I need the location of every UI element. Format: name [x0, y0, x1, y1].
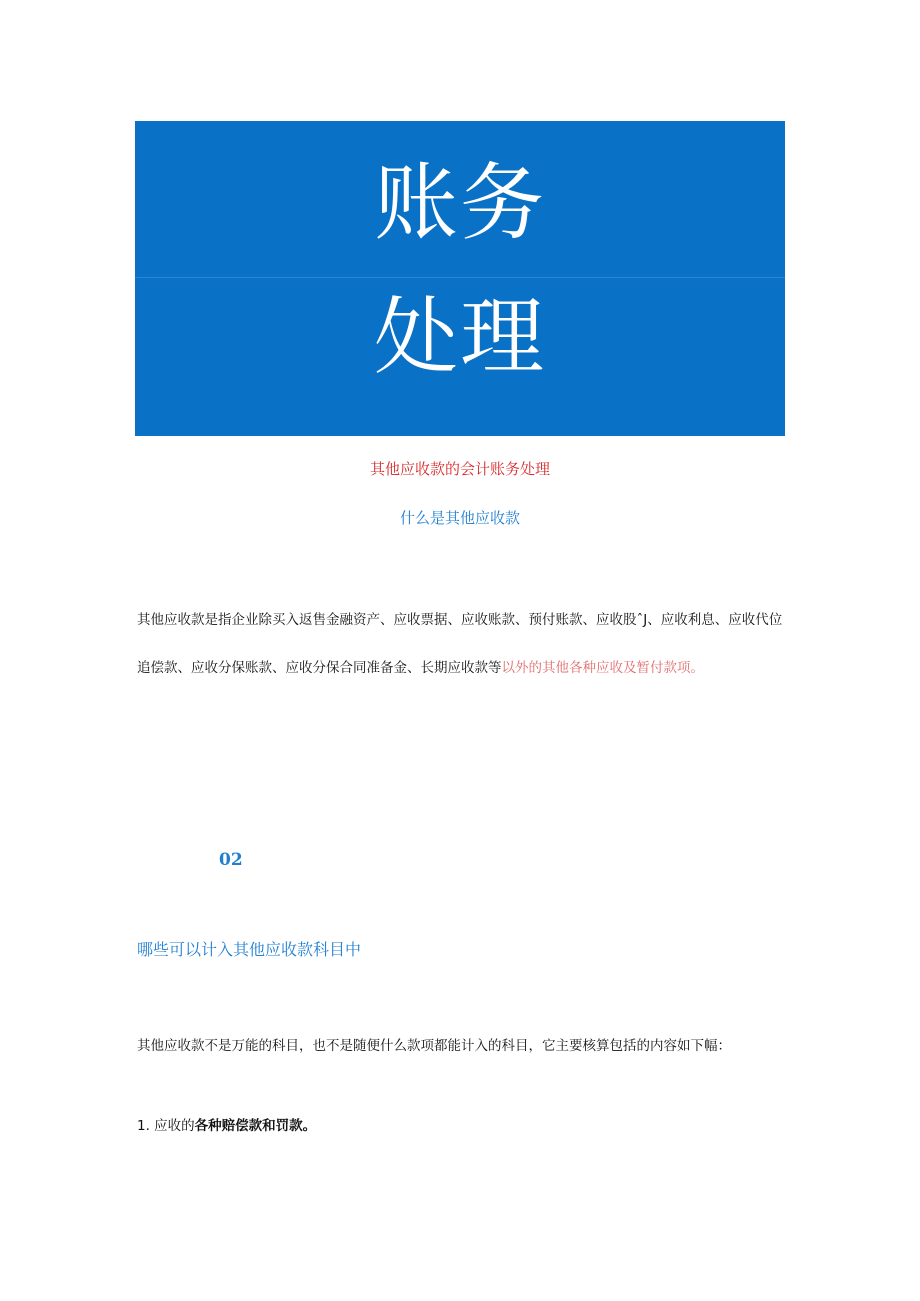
list-item [137, 1114, 316, 1138]
section-number: 02 [219, 850, 243, 870]
intro-text: 其他应收款是指企业除买入返售金融资产、应收票据、应收账款、预付账款、应收股ˆJ、应收利息、应收代位追偿款、应收分保账款、应收分保合同准备金、长期应收款等 [137, 612, 783, 676]
list-item-prefix: 1. 应收的 [137, 1118, 195, 1134]
document-subtitle: 什么是其他应收款 [399, 509, 520, 527]
banner-line-2: 处理 [373, 288, 546, 386]
section-heading: 哪些可以计入其他应收款科目中 [137, 940, 362, 959]
intro-paragraph [137, 596, 792, 692]
section-paragraph: 其他应收款不是万能的科目，也不是随便什么款项都能计入的科目，它主要核算包括的内容如下幅： [137, 1038, 731, 1054]
intro-highlight: 以外的其他各种应收及暂付款项。 [501, 660, 704, 676]
document-title: 其他应收款的会计账务处理 [369, 460, 550, 478]
banner-line-1: 账务 [373, 154, 546, 252]
banner-divider [135, 277, 785, 278]
title-banner [135, 121, 785, 436]
list-item-bold: 各种赔偿款和罚款。 [194, 1118, 317, 1134]
